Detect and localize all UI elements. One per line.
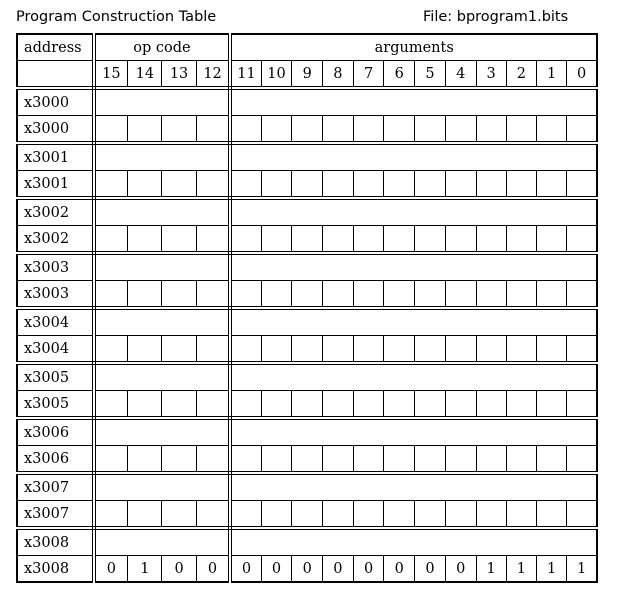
bit-cell[interactable] bbox=[415, 226, 446, 254]
bit-cell[interactable] bbox=[128, 116, 162, 144]
bit-cell[interactable]: 0 bbox=[162, 556, 196, 583]
bit-cell[interactable] bbox=[261, 336, 292, 364]
bit-cell[interactable] bbox=[292, 501, 323, 529]
bit-cell[interactable] bbox=[196, 171, 230, 199]
bit-cell[interactable] bbox=[476, 116, 506, 144]
bit-cell[interactable] bbox=[292, 281, 323, 309]
bit-cell[interactable] bbox=[261, 116, 292, 144]
table-row bbox=[17, 171, 597, 199]
bit-label: 11 bbox=[230, 61, 261, 89]
address-cell: x3008 bbox=[17, 528, 94, 556]
bit-cell[interactable] bbox=[415, 501, 446, 529]
bit-cell[interactable] bbox=[384, 391, 415, 419]
table-row bbox=[17, 501, 597, 529]
bit-label: 0 bbox=[567, 61, 597, 89]
bit-cell[interactable] bbox=[536, 391, 566, 419]
table-row bbox=[17, 198, 597, 226]
bit-cell[interactable] bbox=[415, 336, 446, 364]
bit-cell[interactable] bbox=[476, 281, 506, 309]
table-row bbox=[17, 446, 597, 474]
bit-cell[interactable] bbox=[323, 116, 354, 144]
bit-cell[interactable] bbox=[94, 501, 128, 529]
arguments-blank-cell[interactable] bbox=[230, 418, 597, 446]
bit-cell[interactable] bbox=[415, 171, 446, 199]
bit-label: 3 bbox=[476, 61, 506, 89]
bit-cell[interactable] bbox=[536, 116, 566, 144]
bit-cell[interactable] bbox=[196, 281, 230, 309]
bit-cell[interactable] bbox=[323, 281, 354, 309]
bit-cell[interactable] bbox=[384, 336, 415, 364]
bit-cell[interactable] bbox=[445, 171, 476, 199]
address-cell: x3005 bbox=[17, 391, 94, 419]
opcode-blank-cell[interactable] bbox=[94, 418, 231, 446]
bit-cell[interactable] bbox=[415, 281, 446, 309]
bit-cell[interactable]: 0 bbox=[353, 556, 384, 583]
arguments-blank-cell[interactable] bbox=[230, 143, 597, 171]
table-row bbox=[17, 418, 597, 446]
bit-cell[interactable] bbox=[384, 116, 415, 144]
bit-cell[interactable] bbox=[445, 336, 476, 364]
bit-cell[interactable] bbox=[415, 116, 446, 144]
bit-cell[interactable] bbox=[567, 226, 597, 254]
address-cell: x3001 bbox=[17, 171, 94, 199]
address-cell: x3006 bbox=[17, 446, 94, 474]
bit-cell[interactable]: 0 bbox=[94, 556, 128, 583]
address-header: address bbox=[17, 34, 94, 61]
opcode-blank-cell[interactable] bbox=[94, 363, 231, 391]
bit-cell[interactable] bbox=[128, 501, 162, 529]
bit-cell[interactable] bbox=[230, 446, 261, 474]
table-row bbox=[17, 281, 597, 309]
bit-cell[interactable] bbox=[536, 281, 566, 309]
bit-cell[interactable] bbox=[536, 171, 566, 199]
address-cell: x3005 bbox=[17, 363, 94, 391]
bit-cell[interactable] bbox=[94, 391, 128, 419]
bit-cell[interactable] bbox=[261, 171, 292, 199]
address-cell: x3004 bbox=[17, 308, 94, 336]
bit-cell[interactable] bbox=[196, 501, 230, 529]
bit-cell[interactable] bbox=[415, 391, 446, 419]
address-cell: x3007 bbox=[17, 473, 94, 501]
bit-cell[interactable] bbox=[128, 171, 162, 199]
bit-cell[interactable] bbox=[506, 226, 536, 254]
bit-cell[interactable] bbox=[128, 391, 162, 419]
bit-cell[interactable] bbox=[384, 281, 415, 309]
bit-label: 14 bbox=[128, 61, 162, 89]
table-row bbox=[17, 528, 597, 556]
header-row-bits bbox=[17, 61, 597, 89]
bit-cell[interactable] bbox=[353, 501, 384, 529]
bit-cell[interactable] bbox=[292, 391, 323, 419]
bit-cell[interactable]: 1 bbox=[506, 556, 536, 583]
bit-cell[interactable] bbox=[128, 226, 162, 254]
bit-cell[interactable] bbox=[94, 446, 128, 474]
bit-cell[interactable] bbox=[162, 336, 196, 364]
bit-cell[interactable] bbox=[162, 171, 196, 199]
bit-label: 4 bbox=[445, 61, 476, 89]
address-cell: x3000 bbox=[17, 88, 94, 116]
bit-cell[interactable] bbox=[230, 336, 261, 364]
bit-cell[interactable] bbox=[323, 171, 354, 199]
table-row bbox=[17, 308, 597, 336]
bit-cell[interactable] bbox=[353, 336, 384, 364]
bit-cell[interactable] bbox=[476, 391, 506, 419]
address-cell: x3001 bbox=[17, 143, 94, 171]
bit-cell[interactable]: 1 bbox=[536, 556, 566, 583]
arguments-blank-cell[interactable] bbox=[230, 198, 597, 226]
bit-cell[interactable] bbox=[353, 226, 384, 254]
bit-label: 15 bbox=[94, 61, 128, 89]
bit-cell[interactable] bbox=[292, 446, 323, 474]
bit-cell[interactable] bbox=[536, 501, 566, 529]
bit-cell[interactable] bbox=[567, 501, 597, 529]
bit-cell[interactable] bbox=[128, 446, 162, 474]
bit-label: 1 bbox=[536, 61, 566, 89]
bit-cell[interactable]: 0 bbox=[445, 556, 476, 583]
bit-cell[interactable]: 1 bbox=[128, 556, 162, 583]
bit-cell[interactable] bbox=[353, 116, 384, 144]
bit-cell[interactable] bbox=[476, 171, 506, 199]
bit-cell[interactable] bbox=[230, 226, 261, 254]
bit-cell[interactable] bbox=[476, 501, 506, 529]
address-cell: x3008 bbox=[17, 556, 94, 583]
bit-cell[interactable] bbox=[230, 501, 261, 529]
opcode-blank-cell[interactable] bbox=[94, 88, 231, 116]
bit-cell[interactable]: 0 bbox=[415, 556, 446, 583]
bit-cell[interactable] bbox=[445, 501, 476, 529]
bit-cell[interactable] bbox=[230, 171, 261, 199]
bit-cell[interactable] bbox=[261, 226, 292, 254]
bit-cell[interactable] bbox=[230, 391, 261, 419]
bit-cell[interactable] bbox=[353, 171, 384, 199]
bit-cell[interactable] bbox=[567, 281, 597, 309]
address-cell: x3000 bbox=[17, 116, 94, 144]
address-cell: x3006 bbox=[17, 418, 94, 446]
bit-cell[interactable]: 0 bbox=[323, 556, 354, 583]
bit-cell[interactable] bbox=[323, 391, 354, 419]
bit-cell[interactable]: 0 bbox=[230, 556, 261, 583]
bit-cell[interactable] bbox=[445, 391, 476, 419]
bit-cell[interactable] bbox=[476, 336, 506, 364]
bit-cell[interactable] bbox=[384, 501, 415, 529]
bit-cell[interactable] bbox=[196, 336, 230, 364]
bit-cell[interactable] bbox=[323, 446, 354, 474]
bit-cell[interactable] bbox=[323, 336, 354, 364]
table-row bbox=[17, 253, 597, 281]
bit-cell[interactable] bbox=[536, 336, 566, 364]
opcode-blank-cell[interactable] bbox=[94, 253, 231, 281]
opcode-blank-cell[interactable] bbox=[94, 308, 231, 336]
bit-label: 7 bbox=[353, 61, 384, 89]
bit-cell[interactable] bbox=[384, 226, 415, 254]
bit-cell[interactable] bbox=[445, 446, 476, 474]
address-cell: x3002 bbox=[17, 226, 94, 254]
bit-cell[interactable] bbox=[415, 446, 446, 474]
table-row bbox=[17, 473, 597, 501]
bit-cell[interactable] bbox=[476, 226, 506, 254]
bit-cell[interactable] bbox=[506, 336, 536, 364]
bit-label: 12 bbox=[196, 61, 230, 89]
table-row bbox=[17, 391, 597, 419]
bit-cell[interactable] bbox=[567, 391, 597, 419]
bit-label: 2 bbox=[506, 61, 536, 89]
bit-cell[interactable]: 1 bbox=[476, 556, 506, 583]
bit-cell[interactable] bbox=[323, 226, 354, 254]
opcode-blank-cell[interactable] bbox=[94, 473, 231, 501]
header-row-groups bbox=[17, 34, 597, 61]
bit-cell[interactable] bbox=[445, 281, 476, 309]
bit-cell[interactable] bbox=[162, 501, 196, 529]
bit-cell[interactable] bbox=[353, 391, 384, 419]
bit-label: 9 bbox=[292, 61, 323, 89]
arguments-blank-cell[interactable] bbox=[230, 363, 597, 391]
table-row bbox=[17, 336, 597, 364]
bit-cell[interactable] bbox=[196, 226, 230, 254]
bit-cell[interactable] bbox=[476, 446, 506, 474]
table-row bbox=[17, 226, 597, 254]
bit-cell[interactable] bbox=[94, 281, 128, 309]
bit-cell[interactable] bbox=[567, 336, 597, 364]
bit-cell[interactable] bbox=[323, 501, 354, 529]
bit-cell[interactable] bbox=[567, 446, 597, 474]
bit-cell[interactable] bbox=[506, 446, 536, 474]
bit-cell[interactable]: 0 bbox=[384, 556, 415, 583]
address-cell: x3002 bbox=[17, 198, 94, 226]
bit-cell[interactable] bbox=[506, 391, 536, 419]
bit-cell[interactable] bbox=[230, 281, 261, 309]
bit-cell[interactable] bbox=[292, 116, 323, 144]
address-cell: x3007 bbox=[17, 501, 94, 529]
bit-cell[interactable] bbox=[128, 281, 162, 309]
page-title: Program Construction Table bbox=[16, 9, 217, 25]
bit-cell[interactable] bbox=[196, 391, 230, 419]
opcode-header: op code bbox=[94, 34, 231, 61]
bit-cell[interactable] bbox=[353, 446, 384, 474]
bit-label: 8 bbox=[323, 61, 354, 89]
bit-cell[interactable] bbox=[292, 336, 323, 364]
bit-cell[interactable] bbox=[94, 336, 128, 364]
bit-cell[interactable] bbox=[162, 446, 196, 474]
bit-cell[interactable] bbox=[506, 281, 536, 309]
bit-cell[interactable] bbox=[567, 171, 597, 199]
bit-cell[interactable]: 1 bbox=[567, 556, 597, 583]
bit-cell[interactable] bbox=[261, 391, 292, 419]
bit-cell[interactable] bbox=[567, 116, 597, 144]
bit-label: 6 bbox=[384, 61, 415, 89]
bit-cell[interactable] bbox=[94, 226, 128, 254]
bit-cell[interactable] bbox=[536, 226, 566, 254]
bit-cell[interactable] bbox=[162, 116, 196, 144]
arguments-blank-cell[interactable] bbox=[230, 528, 597, 556]
table-row bbox=[17, 88, 597, 116]
bit-cell[interactable] bbox=[292, 226, 323, 254]
arguments-blank-cell[interactable] bbox=[230, 473, 597, 501]
bit-cell[interactable] bbox=[261, 446, 292, 474]
bit-cell[interactable]: 0 bbox=[196, 556, 230, 583]
bit-cell[interactable] bbox=[353, 281, 384, 309]
bit-cell[interactable] bbox=[162, 391, 196, 419]
opcode-blank-cell[interactable] bbox=[94, 143, 231, 171]
table-row bbox=[17, 143, 597, 171]
bit-label: 5 bbox=[415, 61, 446, 89]
arguments-header: arguments bbox=[230, 34, 597, 61]
bit-cell[interactable] bbox=[261, 281, 292, 309]
bit-cell[interactable] bbox=[162, 226, 196, 254]
bit-cell[interactable] bbox=[196, 446, 230, 474]
bit-label: 10 bbox=[261, 61, 292, 89]
address-cell: x3004 bbox=[17, 336, 94, 364]
bit-cell[interactable] bbox=[230, 116, 261, 144]
arguments-blank-cell[interactable] bbox=[230, 308, 597, 336]
bit-cell[interactable] bbox=[261, 501, 292, 529]
bit-cell[interactable] bbox=[162, 281, 196, 309]
bit-cell[interactable] bbox=[506, 116, 536, 144]
bit-cell[interactable] bbox=[506, 501, 536, 529]
address-cell: x3003 bbox=[17, 253, 94, 281]
bit-cell[interactable] bbox=[384, 446, 415, 474]
bit-cell[interactable] bbox=[384, 171, 415, 199]
bit-cell[interactable] bbox=[94, 116, 128, 144]
bit-cell[interactable] bbox=[536, 446, 566, 474]
table-row bbox=[17, 363, 597, 391]
arguments-blank-cell[interactable] bbox=[230, 253, 597, 281]
table-row bbox=[17, 116, 597, 144]
opcode-blank-cell[interactable] bbox=[94, 528, 231, 556]
bit-cell[interactable] bbox=[506, 171, 536, 199]
table-row bbox=[17, 556, 597, 583]
bit-cell[interactable]: 0 bbox=[292, 556, 323, 583]
bit-cell[interactable] bbox=[196, 116, 230, 144]
bit-cell[interactable] bbox=[445, 116, 476, 144]
bit-cell[interactable] bbox=[292, 171, 323, 199]
opcode-blank-cell[interactable] bbox=[94, 198, 231, 226]
address-cell: x3003 bbox=[17, 281, 94, 309]
construction-table bbox=[16, 33, 598, 583]
arguments-blank-cell[interactable] bbox=[230, 88, 597, 116]
file-name: File: bprogram1.bits bbox=[423, 9, 569, 25]
address-header-blank bbox=[17, 61, 94, 89]
bit-cell[interactable] bbox=[445, 226, 476, 254]
bit-cell[interactable]: 0 bbox=[261, 556, 292, 583]
bit-label: 13 bbox=[162, 61, 196, 89]
bit-cell[interactable] bbox=[94, 171, 128, 199]
bit-cell[interactable] bbox=[128, 336, 162, 364]
